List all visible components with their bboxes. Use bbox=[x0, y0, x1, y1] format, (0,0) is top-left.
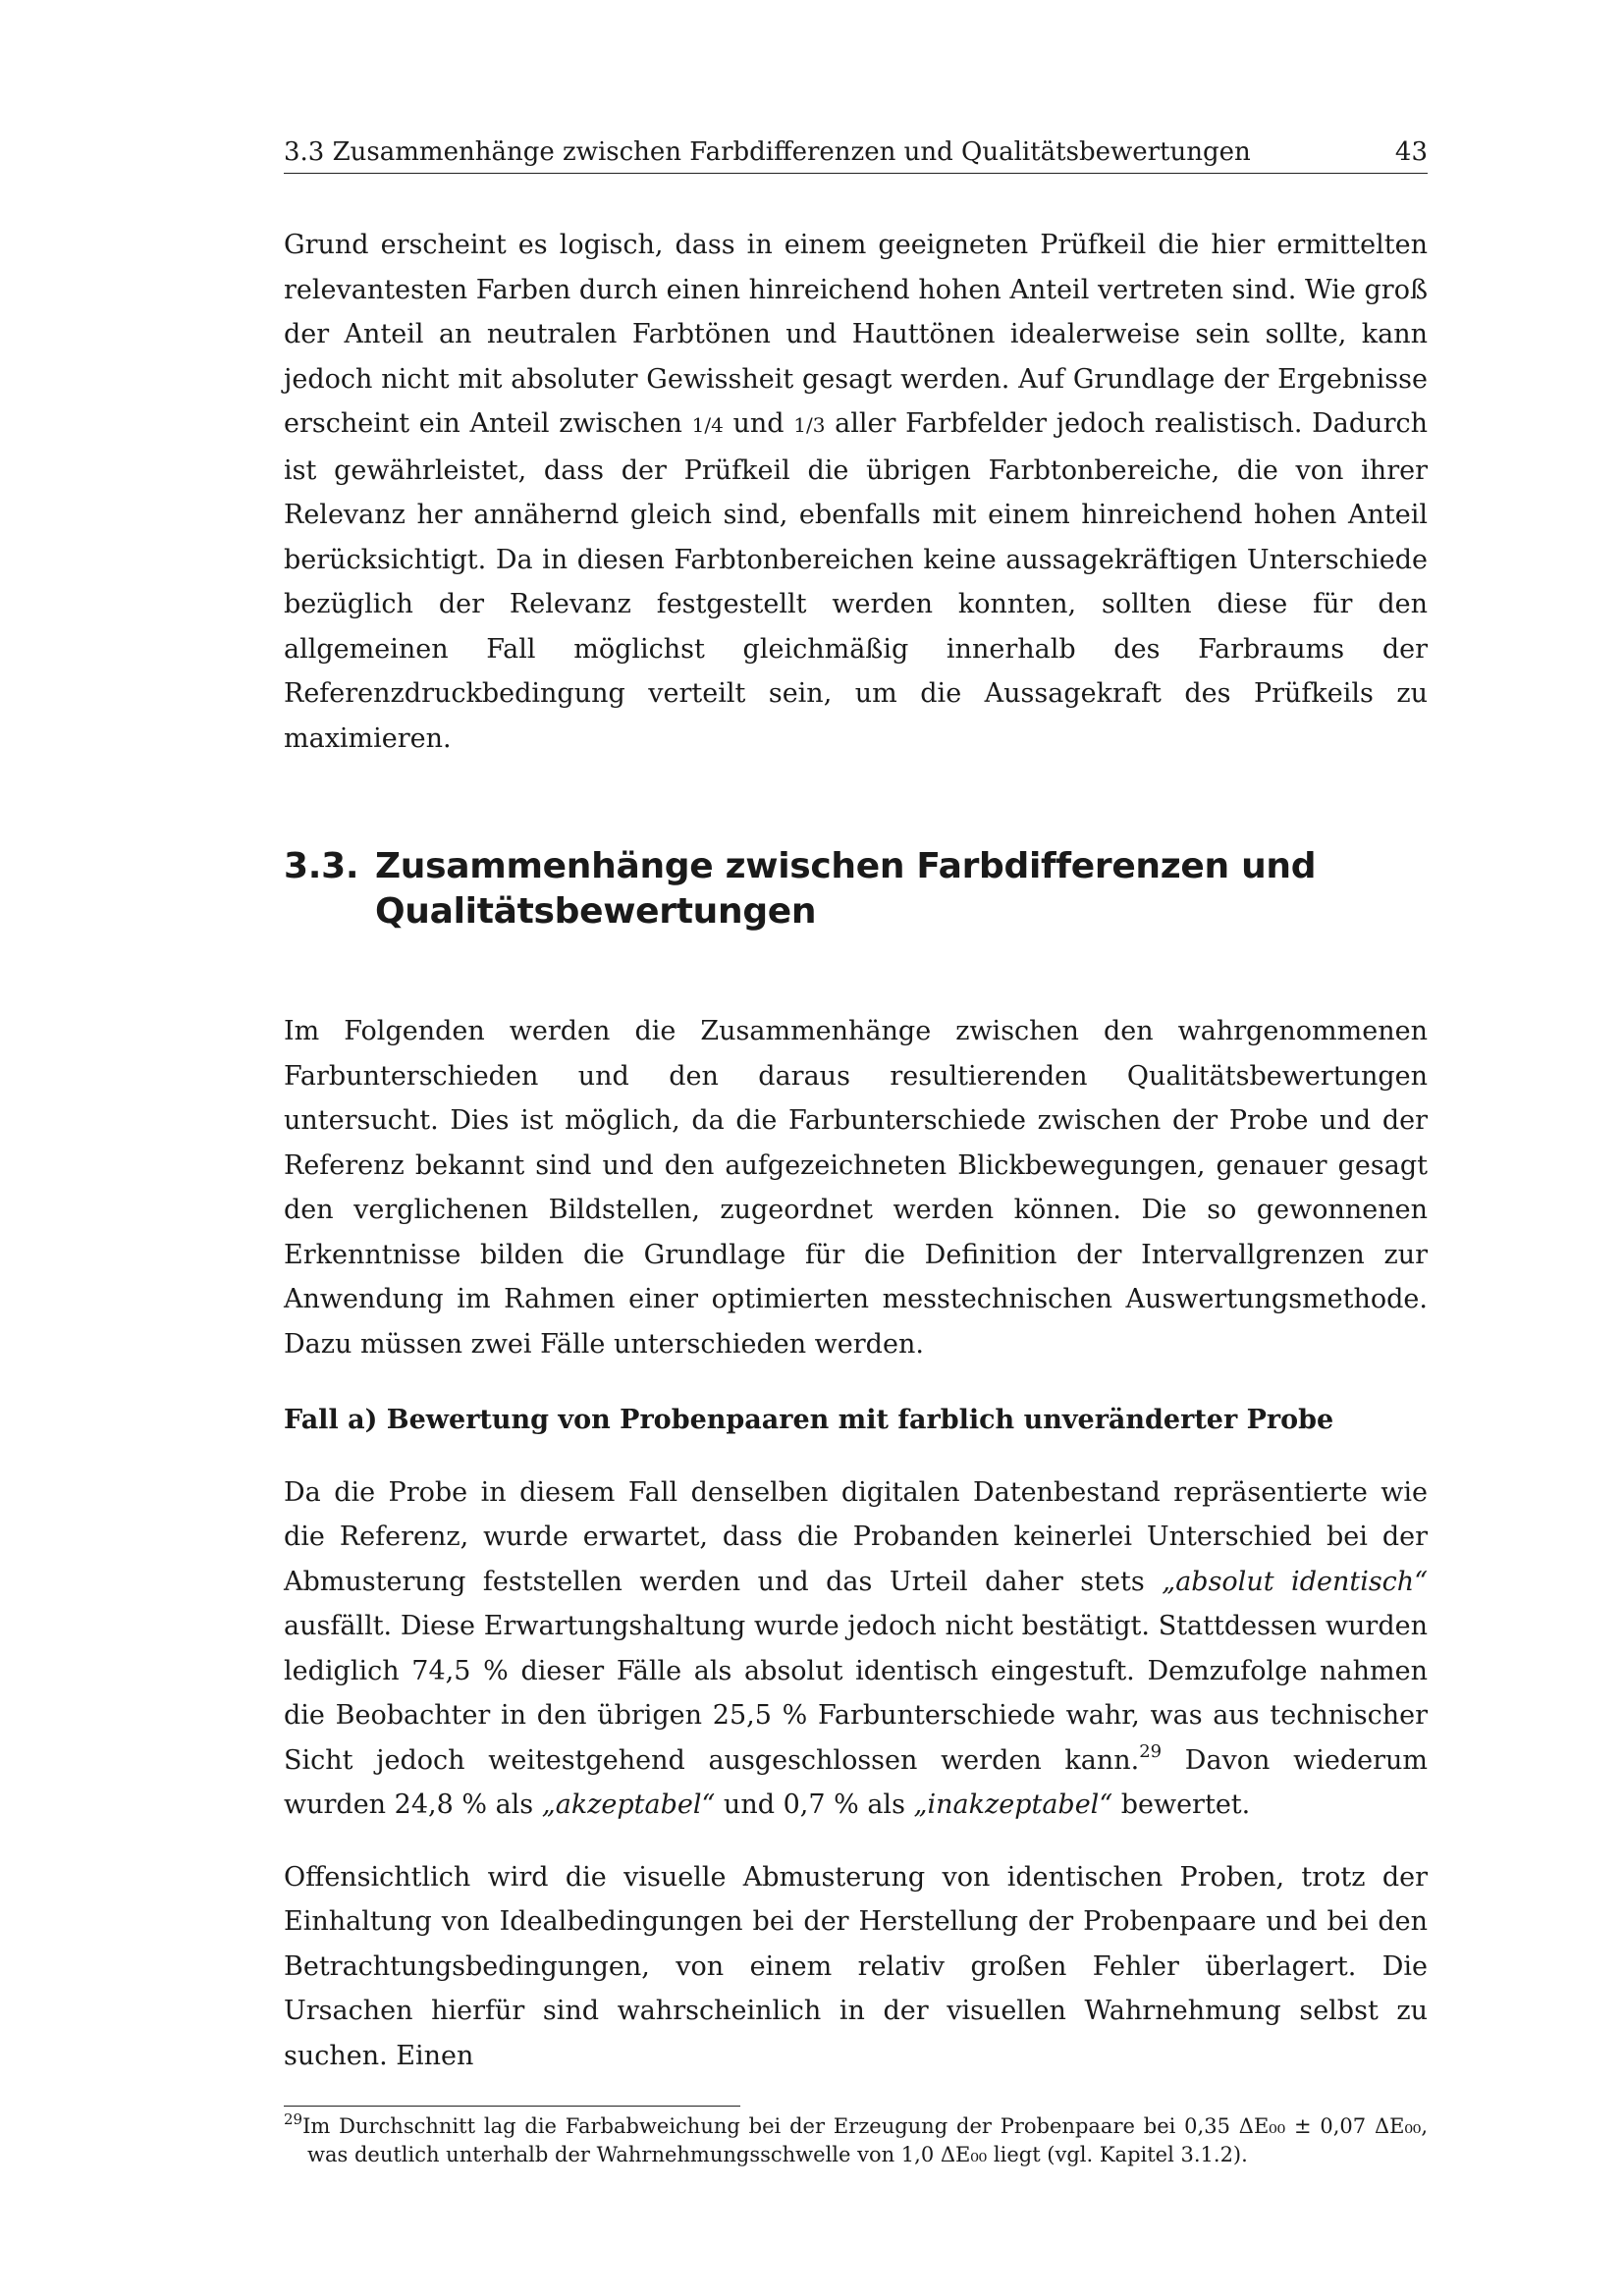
footnote-ref-29[interactable]: 29 bbox=[1139, 1740, 1163, 1762]
para2-text-part3: Davon wiederum wurden 24,8 % als bbox=[284, 1744, 1428, 1820]
footnote-divider bbox=[284, 2106, 740, 2107]
quote-absolut-identisch: „absolut identisch“ bbox=[1162, 1566, 1429, 1597]
running-header bbox=[284, 135, 1428, 174]
section-number: 3.3. bbox=[284, 846, 359, 886]
intro-text-part1: Grund erscheint es logisch, dass in einem geeigneten Prüfkeil die hier ermittelten relevantesten Farben durch einen hinreichend hohen Anteil vertreten sind. Wie groß der Anteil an neutralen Farbtönen und Hauttönen idealerweise sein sollte, kann jedoch nicht mit absoluter Gewissheit gesagt werden. Auf Grundlage der Ergebnisse erscheint ein Anteil zwischen bbox=[284, 230, 1428, 439]
section-paragraph-1: Im Folgenden werden die Zusammenhänge zwischen den wahrgenommenen Farbunterschieden und den daraus resultierenden Qualitätsbewertungen untersucht. Dies ist möglich, da die Farbunterschiede zwischen der Probe und der Referenz bekannt sind und den aufgezeichneten Blickbewegungen, genauer gesagt den verglichenen Bildstellen, zugeordnet werden können. Die so gewonnenen Erkenntnisse bilden die Grundlage für die Definition der Intervallgrenzen zur Anwendung im Rahmen einer optimierten messtechnischen Auswertungsmethode. Dazu müssen zwei Fälle unterschieden werden. bbox=[284, 1016, 1428, 1360]
footnote-number: 29 bbox=[284, 2110, 303, 2128]
section-title-line1: Zusammenhänge zwischen Farbdifferenzen und bbox=[375, 846, 1317, 886]
section-heading bbox=[284, 844, 1428, 934]
fraction-one-quarter: 1/4 bbox=[691, 413, 724, 437]
para2-text-part2: ausfällt. Diese Erwartungshaltung wurde jedoch nicht bestätigt. Stattdessen wurden lediglich 74,5 % dieser Fälle als absolut identisch eingestuft. Demzufolge nahmen die Beobachter in den übrigen 25,5 % Farbunterschiede wahr, was aus technischer Sicht jedoch weitestgehend ausgeschlossen werden kann. bbox=[284, 1611, 1428, 1776]
section-paragraph-3: Offensichtlich wird die visuelle Abmusterung von identischen Proben, trotz der Einhaltung von Idealbedingungen bei der Herstellung der Probenpaare und bei den Betrachtungsbedingungen, von einem relativ großen Fehler überlagert. Die Ursachen hierfür sind wahrscheinlich in der visuellen Wahrnehmung selbst zu suchen. Einen bbox=[284, 1861, 1428, 2071]
intro-text-mid: und bbox=[723, 408, 794, 439]
footnote-text: Im Durchschnitt lag die Farbabweichung bei der Erzeugung der Probenpaare bei 0,35 ΔE₀₀ ± 0,07 ΔE₀₀, was deutlich unterhalb der Wahrnehmungsschwelle von 1,0 ΔE₀₀ liegt (vgl. Kapitel 3.1.2). bbox=[302, 2114, 1428, 2166]
intro-text-part2: aller Farbfelder jedoch realistisch. Dadurch ist gewährleistet, dass der Prüfkeil die übrigen Farbtonbereiche, die von ihrer Relevanz her annähernd gleich sind, ebenfalls mit einem hinreichend hohen Anteil berücksichtigt. Da in diesen Farbtonbereichen keine aussagekräftigen Unterschiede bezüglich der Relevanz festgestellt werden konnten, sollten diese für den allgemeinen Fall möglichst gleichmäßig innerhalb des Farbraums der Referenzdruckbedingung verteilt sein, um die Aussagekraft des Prüfkeils zu maximieren. bbox=[284, 408, 1428, 754]
para2-text-part1: Da die Probe in diesem Fall denselben digitalen Datenbestand repräsentierte wie die Referenz, wurde erwartet, dass die Probanden keinerlei Unterschied bei der Abmusterung feststellen werden und das Urteil daher stets bbox=[284, 1476, 1428, 1597]
para2-text-part4: und 0,7 % als bbox=[715, 1789, 914, 1820]
fraction-one-third: 1/3 bbox=[793, 413, 826, 437]
footnote-29 bbox=[284, 2112, 1428, 2169]
intro-paragraph bbox=[284, 223, 1428, 761]
quote-akzeptabel: „akzeptabel“ bbox=[541, 1789, 716, 1820]
quote-inakzeptabel: „inakzeptabel“ bbox=[913, 1789, 1113, 1820]
page-content bbox=[284, 135, 1428, 2169]
section-title-line2: Qualitätsbewertungen bbox=[375, 891, 817, 932]
section-paragraph-2 bbox=[284, 1470, 1428, 1828]
subheading-fall-a: Fall a) Bewertung von Probenpaaren mit farblich unveränderter Probe bbox=[284, 1405, 1334, 1435]
running-title: 3.3 Zusammenhänge zwischen Farbdifferenzen und Qualitätsbewertungen bbox=[284, 137, 1251, 167]
para2-text-part5: bewertet. bbox=[1112, 1789, 1251, 1820]
section-title bbox=[375, 844, 1428, 934]
page-number: 43 bbox=[1394, 137, 1428, 167]
